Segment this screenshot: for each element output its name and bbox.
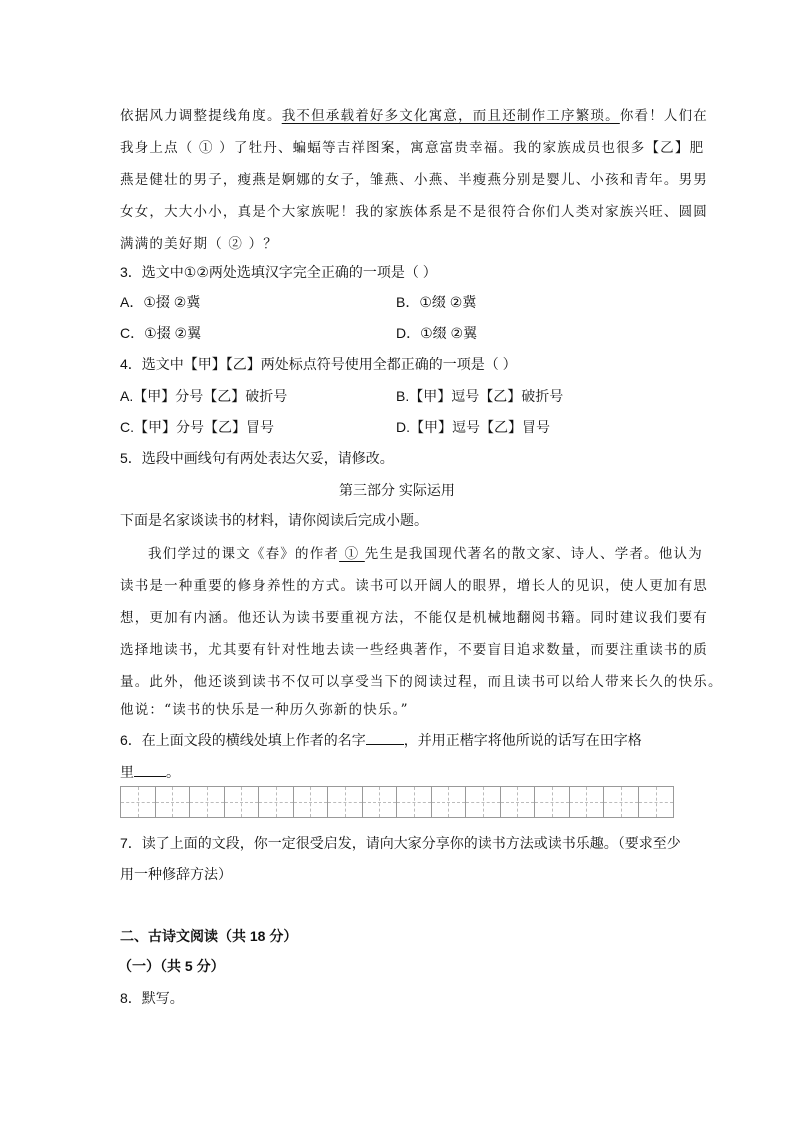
passage1-text: 依据风力调整提线角度。 [120,108,282,124]
passage2-line4: 选择地读书，尤其要有针对性地去读一些经典著作，不要盲目追求数量，而要注重读书的质 [120,642,708,658]
passage1-line4: 女女，大大小小，真是个大家族呢！我的家族体系是不是很符合你们人类对家族兴旺、圆圆 [120,204,708,220]
question-3-option-c[interactable]: C．①掇 ②翼 [120,325,202,341]
tianzige-cell[interactable] [225,787,260,817]
question-3-option-a[interactable]: A．①掇 ②冀 [120,294,201,310]
question-6-text: 6．在上面文段的横线处填上作者的名字 [120,732,366,748]
tianzige-cell[interactable] [604,787,639,817]
part3-title: 第三部分 实际运用 [339,482,455,498]
underlined-sentence: 我不但承载着好多文化寓意，而且还制作工序繁琐。 [281,108,620,124]
question-7-line1: 7．读了上面的文段，你一定很受启发，请向大家分享你的读书方法或读书乐趣。（要求至少 [120,835,681,851]
cell-horizontal-guide [535,802,569,803]
passage2-line1 [148,542,703,562]
passage1-line1 [120,104,708,124]
question-5-stem: 5．选段中画线句有两处表达欠妥，请修改。 [120,450,394,466]
cell-horizontal-guide [156,802,190,803]
question-7-line2: 用一种修辞方法） [120,866,232,882]
cell-horizontal-guide [639,802,674,803]
cell-horizontal-guide [501,802,535,803]
tianzige-cell[interactable] [432,787,467,817]
question-6-stem-cont [120,762,180,782]
question-3-stem: 3．选文中①②两处选填汉字完全正确的一项是（ ） [120,264,437,280]
tianzige-cell[interactable] [466,787,501,817]
cell-horizontal-guide [294,802,328,803]
cell-horizontal-guide [570,802,604,803]
cell-horizontal-guide [121,802,155,803]
question-3-option-d[interactable]: D．①缀 ②翼 [396,325,478,341]
passage2-line6: 他说：“读书的快乐是一种历久弥新的快乐。” [120,702,409,718]
cell-horizontal-guide [328,802,362,803]
passage2-line3: 想，更加有内涵。他还认为读书要重视方法，不能仅是机械地翻阅书籍。同时建议我们要有 [120,610,708,626]
cell-horizontal-guide [432,802,466,803]
question-4-option-d[interactable]: D.【甲】逗号【乙】冒号 [396,419,550,435]
answer-blank[interactable] [134,764,166,777]
question-4-option-b[interactable]: B.【甲】逗号【乙】破折号 [396,388,564,404]
part3-intro: 下面是名家谈读书的材料，请你阅读后完成小题。 [120,512,428,528]
question-4-option-a[interactable]: A.【甲】分号【乙】破折号 [120,388,288,404]
passage2-line5: 量。此外，他还谈到读书不仅可以享受当下的阅读过程，而且读书可以给人带来长久的快乐。 [120,674,723,690]
passage1-line2: 我身上点（ ① ）了牡丹、蝙蝠等吉祥图案，寓意富贵幸福。我的家族成员也很多【乙】肥 [120,140,705,156]
cell-horizontal-guide [604,802,638,803]
cell-horizontal-guide [466,802,500,803]
cell-horizontal-guide [190,802,224,803]
author-name-blank[interactable] [366,732,404,745]
passage2-line2: 读书是一种重要的修身养性的方式。读书可以开阔人的眼界，增长人的见识，使人更加有思 [120,578,708,594]
cell-horizontal-guide [363,802,397,803]
cell-horizontal-guide [259,802,293,803]
section2-title: 二、古诗文阅读（共 18 分） [120,928,298,944]
passage1-line5: 满满的美好期（ ② ）？ [120,236,278,252]
tianzige-cell[interactable] [294,787,329,817]
passage2-text: 先生是我国现代著名的散文家、诗人、学者。他认为 [364,546,703,562]
tianzige-cell[interactable] [535,787,570,817]
tianzige-cell[interactable] [397,787,432,817]
question-6-text: ，并用正楷字将他所说的话写在田字格 [403,732,642,748]
cell-horizontal-guide [225,802,259,803]
tianzige-cell[interactable] [259,787,294,817]
cell-horizontal-guide [397,802,431,803]
passage1-text: 你看！人们在 [619,108,709,124]
tianzige-cell[interactable] [639,787,674,817]
tianzige-cell[interactable] [570,787,605,817]
tianzige-cell[interactable] [501,787,536,817]
tianzige-grid[interactable] [120,786,674,818]
tianzige-cell[interactable] [121,787,156,817]
question-6-stem [120,730,642,750]
tianzige-cell[interactable] [363,787,398,817]
question-3-option-b[interactable]: B．①缀 ②冀 [396,294,477,310]
tianzige-cell[interactable] [328,787,363,817]
section2-subtitle: （一）（共 5 分） [118,958,225,974]
question-4-stem: 4．选文中【甲】【乙】两处标点符号使用全都正确的一项是（ ） [120,356,517,372]
question-8-stem: 8．默写。 [120,990,184,1006]
question-6-text: 。 [166,764,180,780]
author-blank: ① [339,546,365,562]
question-4-option-c[interactable]: C.【甲】分号【乙】冒号 [120,419,274,435]
passage1-line3: 燕是健壮的男子，瘦燕是婀娜的女子，雏燕、小燕、半瘦燕分别是婴儿、小孩和青年。男男 [120,172,708,188]
passage2-text: 我们学过的课文《春》的作者 [148,546,340,562]
tianzige-cell[interactable] [190,787,225,817]
question-6-text: 里 [120,764,134,780]
tianzige-cell[interactable] [156,787,191,817]
